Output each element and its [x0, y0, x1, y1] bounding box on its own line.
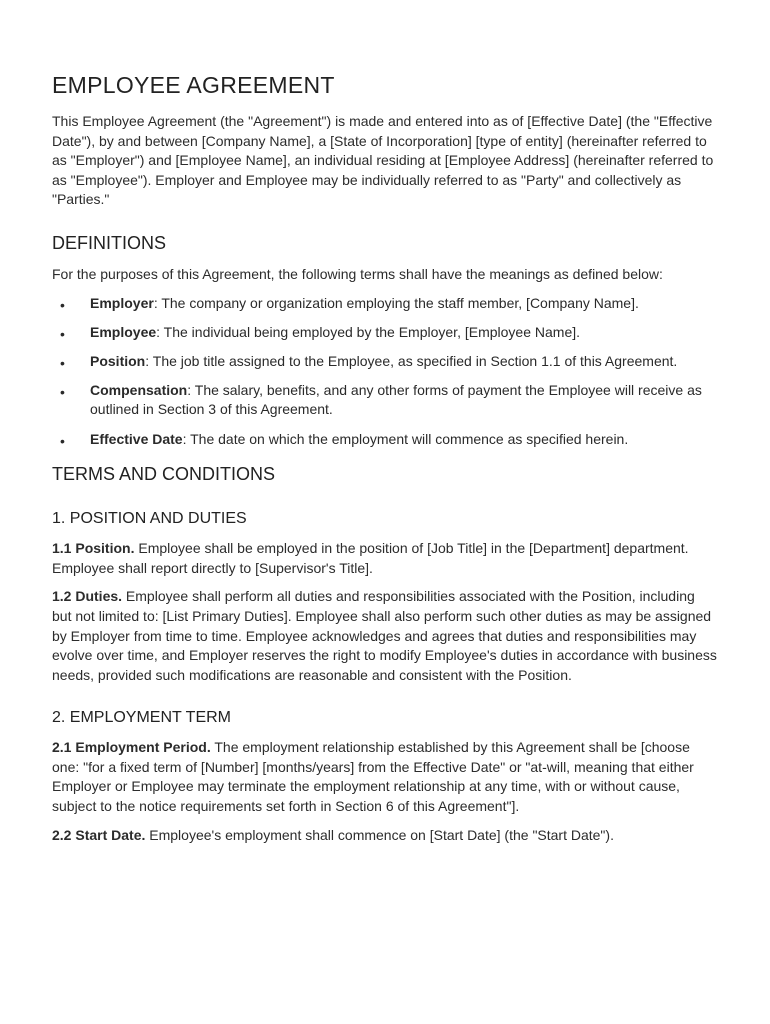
bullet-icon: • [60, 383, 65, 400]
section-1-heading: 1. POSITION AND DUTIES [52, 510, 247, 528]
intro-paragraph: This Employee Agreement (the "Agreement") is made and entered into as of [Effective Date] (the "Effective Date"), by and between [Company Name], a [State of Incorporation] [type of entity] (hereinafter referred to as "Employer") and [Employee Name], an individual residing at [Employee Address] (hereinafter referred to as "Employee"). Employer and Employee may be individually referred to as "Party" and collectively as "Parties." [52, 113, 714, 208]
section-2-2-paragraph [52, 826, 718, 846]
definition-term: Position [90, 352, 146, 369]
document-page [52, 70, 718, 845]
definition-text: : The salary, benefits, and any other forms of payment the Employee will receive as outlined in Section 3 of this Agreement. [90, 381, 702, 418]
bullet-icon: • [60, 296, 65, 313]
list-item [52, 323, 718, 343]
clause-label: 1.2 Duties. [52, 588, 123, 605]
definition-term: Employee [90, 323, 157, 340]
definition-term: Compensation [90, 381, 188, 398]
bullet-icon: • [60, 325, 65, 342]
definitions-heading: DEFINITIONS [52, 232, 167, 253]
definition-text: : The date on which the employment will commence as specified herein. [182, 430, 629, 447]
definition-term: Effective Date [90, 430, 183, 447]
bullet-icon: • [60, 354, 65, 371]
clause-label: 1.1 Position. [52, 540, 135, 557]
bullet-icon: • [60, 432, 65, 449]
definitions-list [52, 294, 718, 450]
list-item [52, 430, 718, 450]
section-1-1-paragraph [52, 539, 718, 578]
terms-heading: TERMS AND CONDITIONS [52, 464, 276, 485]
section-1-2-paragraph [52, 587, 718, 685]
definition-text: : The job title assigned to the Employee, as specified in Section 1.1 of this Agreement. [145, 352, 678, 369]
section-2-1-paragraph [52, 738, 718, 816]
clause-label: 2.1 Employment Period. [52, 739, 211, 756]
list-item [52, 352, 718, 372]
clause-text: Employee shall perform all duties and responsibilities associated with the Position, including but not limited to: [List Primary Duties]. Employee shall also perform such other duties as may be assigned by Employer from time to time. Employee acknowledges and agrees that duties and responsibilities may evolve over time, and Employer reserves the right to modify Employee's duties in accordance with business needs, provided such modifications are reasonable and consistent with the Position. [52, 588, 717, 683]
definition-text: : The individual being employed by the Employer, [Employee Name]. [156, 323, 581, 340]
document-title: EMPLOYEE AGREEMENT [52, 72, 335, 98]
list-item [52, 294, 718, 314]
section-2-heading: 2. EMPLOYMENT TERM [52, 709, 231, 727]
clause-text: Employee's employment shall commence on [Start Date] (the "Start Date"). [145, 826, 614, 843]
definitions-lead: For the purposes of this Agreement, the following terms shall have the meanings as defined below: [52, 265, 663, 282]
clause-text: The employment relationship established by this Agreement shall be [choose one: "for a fixed term of [Number] [months/years] from the Effective Date" or "at-will, meaning that either Employer or Employee may terminate the employment relationship at any time, with or without cause, subject to the notice requirements set forth in Section 6 of this Agreement"]. [52, 739, 694, 815]
clause-label: 2.2 Start Date. [52, 826, 146, 843]
clause-text: Employee shall be employed in the position of [Job Title] in the [Department] department. Employee shall report directly to [Supervisor's Title]. [52, 540, 689, 576]
definition-text: : The company or organization employing the staff member, [Company Name]. [153, 294, 639, 311]
list-item [52, 381, 718, 420]
definition-term: Employer [90, 294, 154, 311]
